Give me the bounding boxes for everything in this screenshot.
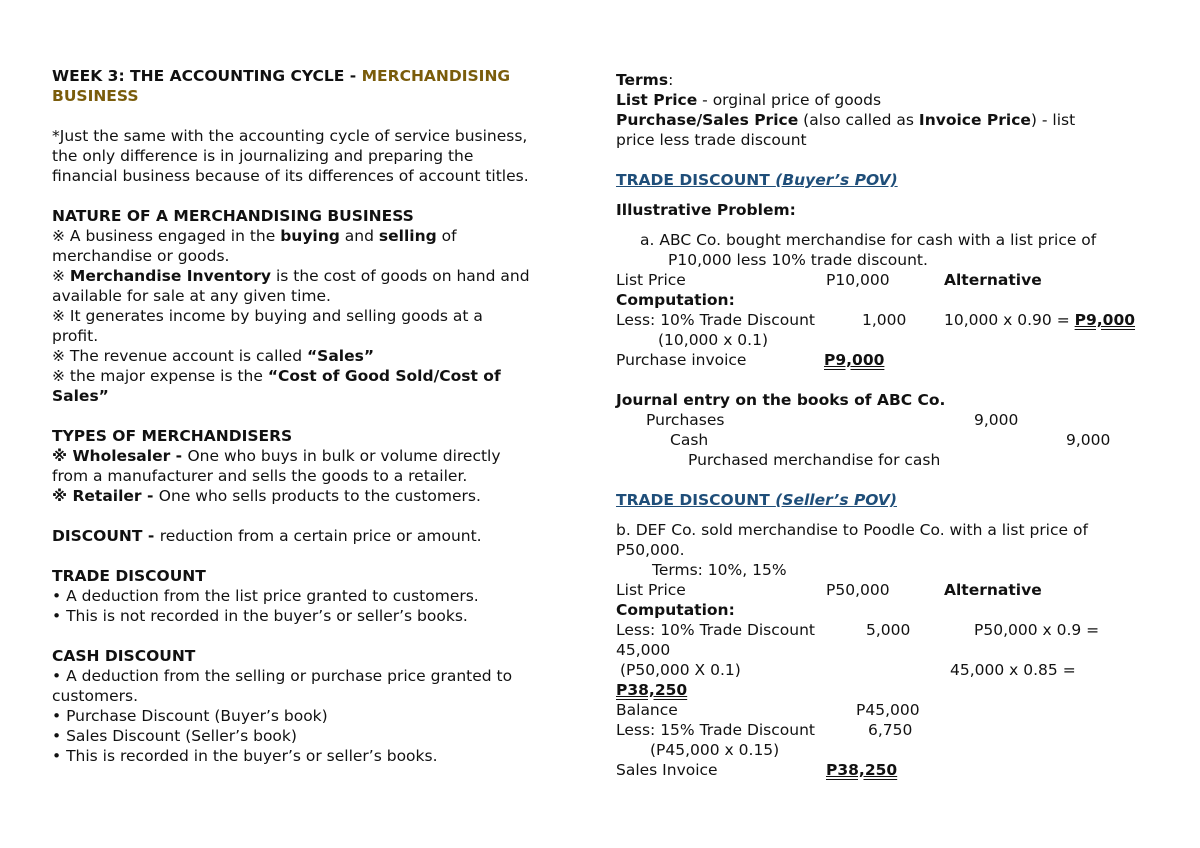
nature-item-3: ※ It generates income by buying and selling goods at a bbox=[52, 307, 483, 325]
b-list-price-row: List Price P50,000 Alternative bbox=[616, 581, 1042, 599]
cash-discount-item-3: • Sales Discount (Seller’s book) bbox=[52, 727, 297, 745]
trade-discount-item-2: • This is not recorded in the buyer’s or seller’s books. bbox=[52, 607, 468, 625]
journal-credit-row: Cash 9,000 bbox=[670, 431, 1111, 449]
b-balance-row: Balance P45,000 bbox=[616, 701, 920, 719]
cash-discount-item-2: • Purchase Discount (Buyer’s book) bbox=[52, 707, 328, 725]
intro-line-1: *Just the same with the accounting cycle of service business, bbox=[52, 127, 528, 145]
trade-discount-item-1: • A deduction from the list price granted to customers. bbox=[52, 587, 479, 605]
journal-memo: Purchased merchandise for cash bbox=[688, 451, 941, 469]
types-heading: TYPES OF MERCHANDISERS bbox=[52, 427, 293, 445]
intro-line-3: financial business because of its differences of account titles. bbox=[52, 167, 529, 185]
cash-discount-heading: CASH DISCOUNT bbox=[52, 647, 196, 665]
terms-heading: Terms: bbox=[616, 71, 674, 89]
trade-discount-heading: TRADE DISCOUNT bbox=[52, 567, 206, 585]
nature-item-2-cont: available for sale at any given time. bbox=[52, 287, 331, 305]
nature-item-5-cont: Sales” bbox=[52, 387, 109, 405]
b-less-calc-row: (P50,000 X 0.1) 45,000 x 0.85 = bbox=[620, 661, 1076, 679]
nature-item-2: ※ Merchandise Inventory is the cost of goods on hand and bbox=[52, 267, 530, 285]
buyer-pov-heading: TRADE DISCOUNT (Buyer’s POV) bbox=[616, 171, 898, 189]
page-title bbox=[52, 66, 592, 86]
nature-heading: NATURE OF A MERCHANDISING BUSINESS bbox=[52, 207, 414, 225]
seller-pov-heading: TRADE DISCOUNT (Seller’s POV) bbox=[616, 491, 898, 509]
title-gold: MERCHANDISING bbox=[361, 67, 511, 85]
problem-b-line-1: b. DEF Co. sold merchandise to Poodle Co. with a list price of bbox=[616, 521, 1088, 539]
intro-line-2: the only difference is in journalizing and preparing the bbox=[52, 147, 474, 165]
title-black: WEEK 3: THE ACCOUNTING CYCLE - bbox=[52, 67, 362, 85]
types-wholesaler-cont: from a manufacturer and sells the goods to a retailer. bbox=[52, 467, 468, 485]
a-less-row: Less: 10% Trade Discount 1,000 10,000 x 0.90 = P9,000 bbox=[616, 311, 1136, 329]
b-less-row: Less: 10% Trade Discount 5,000 P50,000 x 0.9 = bbox=[616, 621, 1100, 639]
title-gold-line2: BUSINESS bbox=[52, 87, 139, 105]
illustrative-problem: Illustrative Problem: bbox=[616, 201, 796, 219]
term-list-price: List Price - orginal price of goods bbox=[616, 91, 882, 109]
left-column bbox=[52, 66, 592, 766]
nature-item-4: ※ The revenue account is called “Sales” bbox=[52, 347, 375, 365]
journal-debit-row: Purchases 9,000 bbox=[646, 411, 1019, 429]
right-column bbox=[616, 70, 1176, 780]
types-wholesaler: ※ Wholesaler - One who buys in bulk or volume directly bbox=[52, 447, 501, 465]
b-terms: Terms: 10%, 15% bbox=[652, 561, 787, 579]
cash-discount-item-1: • A deduction from the selling or purchase price granted to bbox=[52, 667, 513, 685]
term-purchase-price-cont: price less trade discount bbox=[616, 131, 807, 149]
cash-discount-item-4: • This is recorded in the buyer’s or seller’s books. bbox=[52, 747, 438, 765]
problem-a-line-1: a. ABC Co. bought merchandise for cash with a list price of bbox=[640, 231, 1097, 249]
nature-item-5: ※ the major expense is the “Cost of Good Sold/Cost of bbox=[52, 367, 501, 385]
nature-item-1-cont: merchandise or goods. bbox=[52, 247, 230, 265]
a-list-price-row: List Price P10,000 Alternative bbox=[616, 271, 1042, 289]
discount-definition: DISCOUNT - reduction from a certain price or amount. bbox=[52, 527, 482, 545]
types-retailer: ※ Retailer - One who sells products to the customers. bbox=[52, 487, 481, 505]
a-computation-label: Computation: bbox=[616, 291, 735, 309]
nature-item-1: ※ A business engaged in the buying and selling of bbox=[52, 227, 457, 245]
b-alt-result-2: P38,250 bbox=[616, 681, 688, 699]
b-less2-calc: (P45,000 x 0.15) bbox=[650, 741, 780, 759]
nature-item-3-cont: profit. bbox=[52, 327, 99, 345]
cash-discount-item-1-cont: customers. bbox=[52, 687, 138, 705]
b-computation-label: Computation: bbox=[616, 601, 735, 619]
b-less2-row: Less: 15% Trade Discount 6,750 bbox=[616, 721, 913, 739]
b-alt-result-1: 45,000 bbox=[616, 641, 671, 659]
journal-heading: Journal entry on the books of ABC Co. bbox=[616, 391, 946, 409]
a-less-calc: (10,000 x 0.1) bbox=[658, 331, 769, 349]
problem-b-line-2: P50,000. bbox=[616, 541, 685, 559]
b-invoice-row: Sales Invoice P38,250 bbox=[616, 761, 898, 779]
term-purchase-price: Purchase/Sales Price (also called as Invoice Price) - list bbox=[616, 111, 1076, 129]
problem-a-line-2: P10,000 less 10% trade discount. bbox=[668, 251, 928, 269]
a-invoice-row: Purchase invoice P9,000 bbox=[616, 351, 885, 369]
